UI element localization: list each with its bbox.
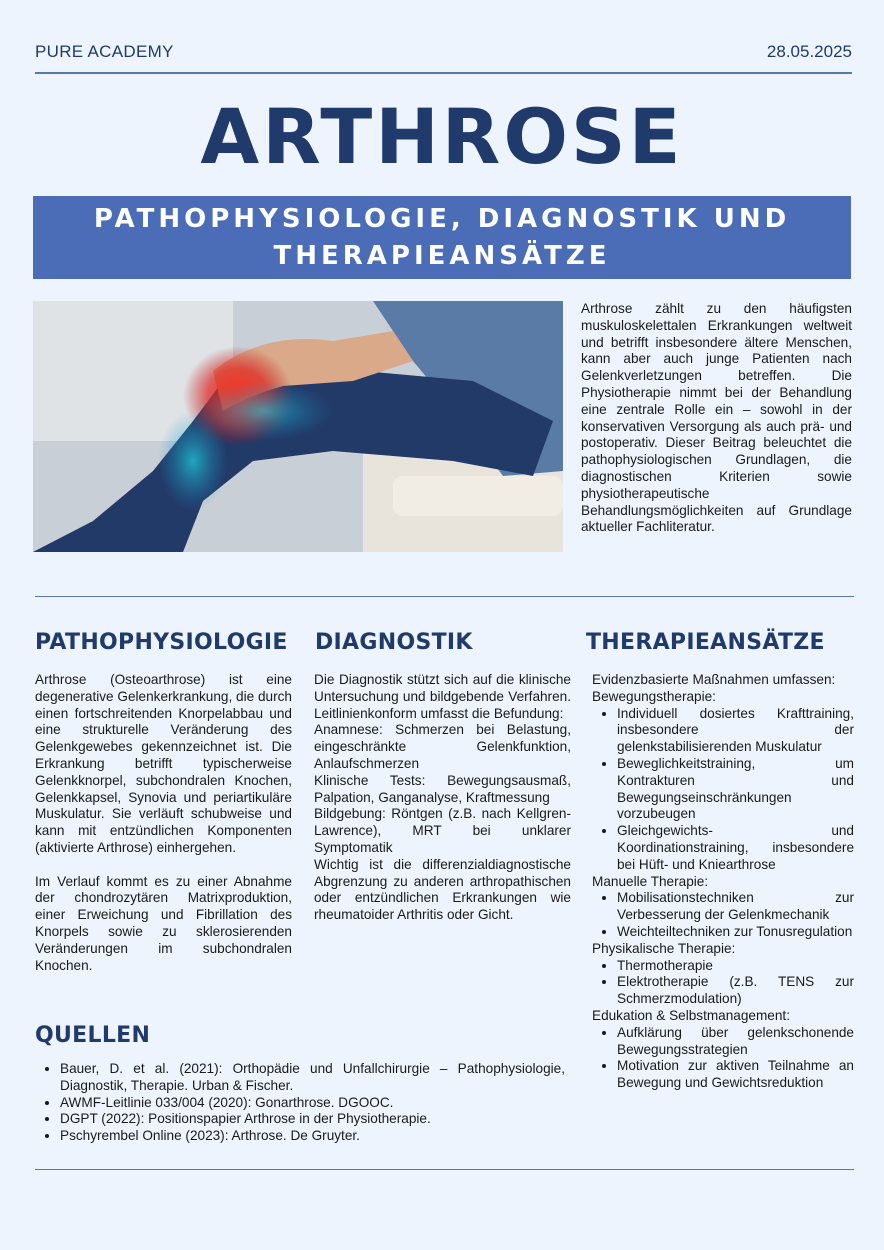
pathophysiologie-paragraph-1: Arthrose (Osteoarthrose) ist eine degenerative Gelenkerkrankung, die durch einen fortschreitenden Knorpelabbau und eine strukturelle Veränderung des Gelenkgewebes gekennzeichnet ist. Die Erkrankung betrifft typischerweise Gelenkknorpel, subchondralen Knochen, Gelenkkapsel, Synovia und periartikuläre Muskulatur. Sie verläuft schubweise und kann mit entzündlichen Komponenten (aktivierte Arthrose) einhergehen. — [35, 672, 292, 855]
heading-therapieansaetze: THERAPIEANSÄTZE — [586, 630, 825, 655]
list-item: • Thermotherapie — [617, 958, 854, 975]
diagnostik-anamnese: Anamnese: Schmerzen bei Belastung, eingeschränkte Gelenkfunktion, Anlaufschmerzen — [314, 722, 571, 771]
heading-pathophysiologie: PATHOPHYSIOLOGIE — [35, 630, 288, 655]
pathophysiologie-paragraph-2: Im Verlauf kommt es zu einer Abnahme der chondrozytären Matrixproduktion, einer Erweichung und Fibrillation des Knorpels sowie zu sklerosierenden Veränderungen im subchondralen Knochen. — [35, 873, 292, 973]
therapie-list — [592, 706, 854, 874]
therapie-list — [592, 890, 854, 940]
subtitle: PATHOPHYSIOLOGIE, DIAGNOSTIK UND THERAPIEANSÄTZE — [93, 203, 791, 271]
list-item: • DGPT (2022): Positionspapier Arthrose in der Physiotherapie. — [60, 1111, 565, 1128]
diagnostik-tests: Klinische Tests: Bewegungsausmaß, Palpation, Ganganalyse, Kraftmessung — [314, 772, 571, 805]
list-item: • Gleichgewichts- und Koordinationstraining, insbesondere bei Hüft- und Kniearthrose — [617, 823, 854, 873]
page-title: ARTHROSE — [200, 92, 684, 181]
pathophysiologie-column — [35, 672, 292, 974]
list-item: • Weichteiltechniken zur Tonusregulation — [617, 924, 854, 941]
page-header — [35, 42, 852, 64]
therapie-group-label: Physikalische Therapie: — [592, 940, 736, 956]
quellen-column — [35, 1061, 565, 1145]
list-item: • Bauer, D. et al. (2021): Orthopädie und Unfallchirurgie – Pathophysiologie, Diagnostik, Therapie. Urban & Fischer. — [60, 1061, 565, 1095]
list-item: • Elektrotherapie (z.B. TENS zur Schmerzmodulation) — [617, 974, 854, 1008]
therapie-column — [592, 672, 854, 1092]
list-item: • AWMF-Leitlinie 033/004 (2020): Gonarthrose. DGOOC. — [60, 1095, 565, 1112]
list-item: • Pschyrembel Online (2023): Arthrose. De Gruyter. — [60, 1128, 565, 1145]
therapie-list — [592, 1025, 854, 1092]
list-item: • Mobilisationstechniken zur Verbesserung der Gelenkmechanik — [617, 890, 854, 924]
heading-diagnostik: DIAGNOSTIK — [315, 630, 473, 655]
list-item: • Beweglichkeitstraining, um Kontrakturen und Bewegungseinschränkungen vorzubeugen — [617, 756, 854, 823]
therapie-group-label: Manuelle Therapie: — [592, 873, 709, 889]
divider-bottom — [35, 1169, 854, 1170]
intro-paragraph: Arthrose zählt zu den häufigsten muskuloskelettalen Erkrankungen weltweit und betrifft insbesondere ältere Menschen, kann aber auch junge Patienten nach Gelenkverletzungen betreffen. Die Physiotherapie nimmt bei der Behandlung eine zentrale Rolle ein – sowohl in der konservativen Versorgung als auch prä- und postoperativ. Dieser Beitrag beleuchtet die pathophysiologischen Grundlagen, die diagnostischen Kriterien sowie physiotherapeutische Behandlungsmöglichkeiten auf Grundlage aktueller Fachliteratur. — [581, 301, 852, 535]
subtitle-banner — [33, 196, 851, 279]
knee-illustration — [33, 301, 563, 552]
divider-middle — [35, 596, 854, 597]
diagnostik-intro: Die Diagnostik stützt sich auf die klinische Untersuchung und bildgebende Verfahren. Leitlinienkonform umfasst die Befundung: — [314, 672, 571, 721]
list-item: • Individuell dosiertes Krafttraining, insbesondere der gelenkstabilisierenden Muskulatur — [617, 706, 854, 756]
publication-date: 28.05.2025 — [766, 42, 852, 61]
divider-top — [35, 72, 852, 74]
therapie-group-label: Edukation & Selbstmanagement: — [592, 1007, 790, 1023]
list-item: • Aufklärung über gelenkschonende Bewegungsstrategien — [617, 1025, 854, 1059]
diagnostik-column — [314, 672, 571, 924]
list-item: • Motivation zur aktiven Teilnahme an Bewegung und Gewichtsreduktion — [617, 1058, 854, 1092]
quellen-list — [35, 1061, 565, 1145]
brand-name: PURE ACADEMY — [35, 42, 174, 61]
therapie-intro: Evidenzbasierte Maßnahmen umfassen: — [592, 672, 836, 687]
diagnostik-differenzial: Wichtig ist die differenzialdiagnostische Abgrenzung zu anderen arthropathischen oder entzündlichen Erkrankungen wie rheumatoider Arthritis oder Gicht. — [314, 856, 571, 923]
therapie-list — [592, 958, 854, 1008]
heading-quellen: QUELLEN — [35, 1023, 151, 1048]
knee-pain-photo — [33, 301, 563, 552]
therapie-group-label: Bewegungstherapie: — [592, 688, 716, 704]
diagnostik-bildgebung: Bildgebung: Röntgen (z.B. nach Kellgren-Lawrence), MRT bei unklarer Symptomatik — [314, 806, 571, 855]
